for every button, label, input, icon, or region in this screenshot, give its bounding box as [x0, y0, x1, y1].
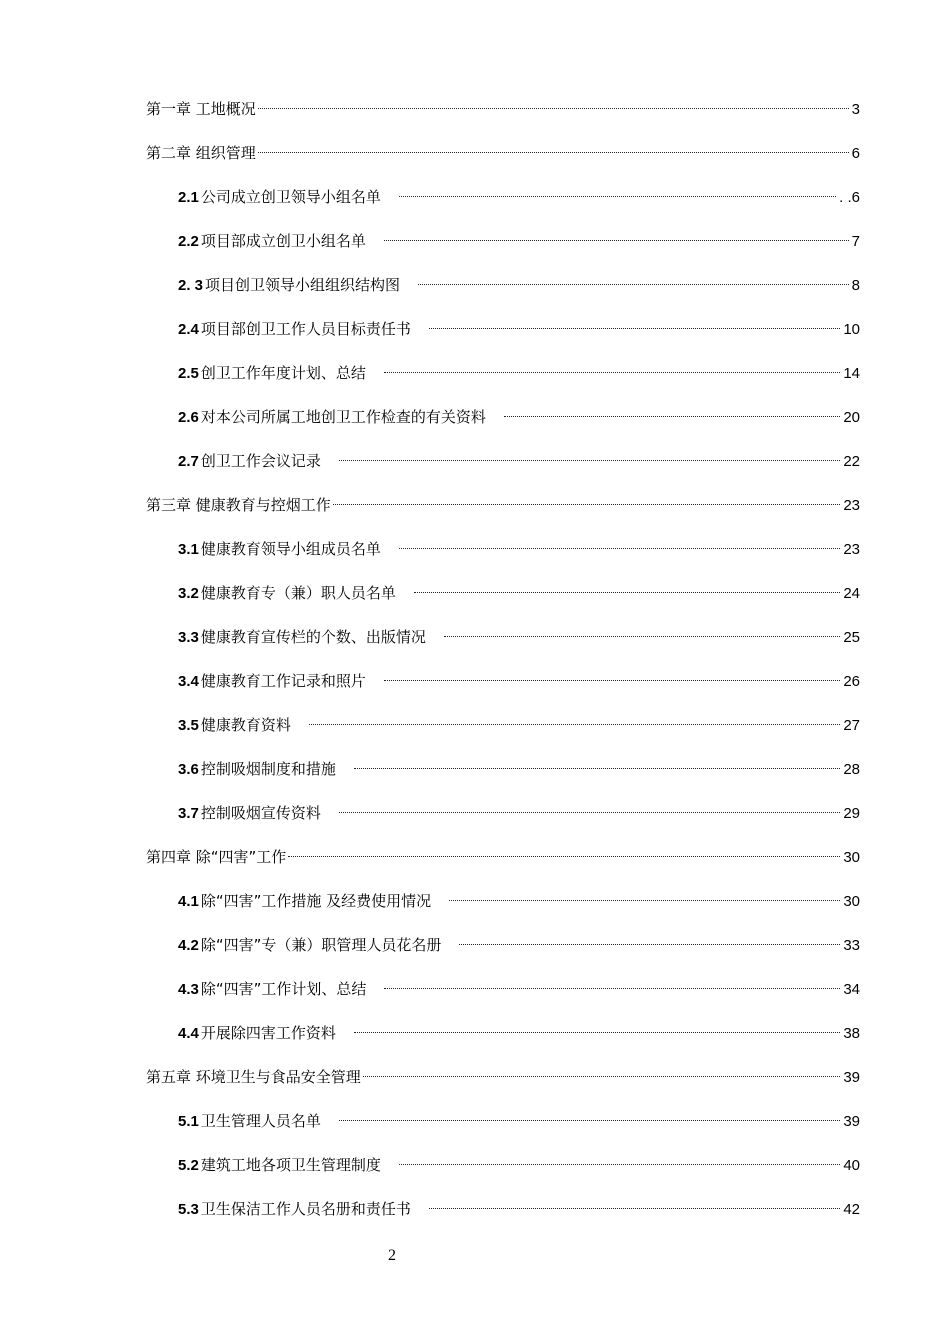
toc-chapter-entry[interactable]: [146, 98, 860, 120]
toc-section-entry[interactable]: [178, 978, 860, 1000]
toc-entry-page: 38: [843, 1025, 860, 1042]
toc-entry-title: 第四章 除“四害”工作: [146, 848, 287, 866]
toc-entry-number: 4.3: [178, 981, 199, 998]
toc-dot-leader: [384, 240, 849, 241]
toc-entry-title: 第二章 组织管理: [146, 144, 256, 162]
toc-dot-leader: [399, 1164, 840, 1165]
toc-entry-title: 公司成立创卫领导小组名单: [200, 188, 381, 206]
toc-entry-title: 建筑工地各项卫生管理制度: [200, 1156, 381, 1174]
toc-section-entry[interactable]: [178, 1154, 860, 1176]
toc-dot-leader: [288, 856, 840, 857]
toc-section-entry[interactable]: [178, 802, 860, 824]
toc-entry-title: 健康教育专（兼）职人员名单: [200, 584, 396, 602]
toc-entry-title: 开展除四害工作资料: [200, 1024, 336, 1042]
toc-dot-leader: [384, 372, 840, 373]
toc-dot-leader: [354, 1032, 840, 1033]
toc-entry-title: 项目部创卫工作人员目标责任书: [200, 320, 411, 338]
toc-entry-number: 2.4: [178, 321, 199, 338]
toc-entry-number: 3.7: [178, 805, 199, 822]
page-number: 2: [388, 1247, 396, 1264]
toc-entry-page: 39: [843, 1069, 860, 1086]
toc-entry-title: 创卫工作年度计划、总结: [200, 364, 366, 382]
toc-entry-title: 控制吸烟宣传资料: [200, 804, 321, 822]
toc-dot-leader: [429, 328, 840, 329]
toc-dot-leader: [429, 1208, 840, 1209]
toc-entry-title: 项目创卫领导小组组织结构图: [205, 276, 401, 294]
toc-entry-title: 创卫工作会议记录: [200, 452, 321, 470]
toc-entry-page: 24: [843, 585, 860, 602]
toc-dot-leader: [258, 152, 849, 153]
toc-entry-page: 40: [843, 1157, 860, 1174]
toc-entry-page: 30: [843, 849, 860, 866]
toc-section-entry[interactable]: [178, 758, 860, 780]
toc-entry-title: 健康教育工作记录和照片: [200, 672, 366, 690]
toc-section-entry[interactable]: [178, 1022, 860, 1044]
toc-entry-number: 2. 3: [178, 277, 204, 294]
toc-entry-page: 23: [843, 497, 860, 514]
toc-entry-page: 23: [843, 541, 860, 558]
toc-entry-number: 3.1: [178, 541, 199, 558]
toc-entry-title: 健康教育资料: [200, 716, 291, 734]
toc-dot-leader: [384, 988, 840, 989]
toc-entry-title: 项目部成立创卫小组名单: [200, 232, 366, 250]
toc-entry-page: . .6: [839, 189, 860, 206]
toc-entry-title: 卫生管理人员名单: [200, 1112, 321, 1130]
toc-section-entry[interactable]: [178, 1198, 860, 1220]
toc-dot-leader: [459, 944, 840, 945]
toc-entry-title: 卫生保洁工作人员名册和责任书: [200, 1200, 411, 1218]
toc-entry-number: 2.6: [178, 409, 199, 426]
toc-entry-number: 5.2: [178, 1157, 199, 1174]
toc-section-entry[interactable]: [178, 714, 860, 736]
toc-section-entry[interactable]: [178, 362, 860, 384]
toc-entry-number: 4.4: [178, 1025, 199, 1042]
toc-entry-title: 除“四害”专（兼）职管理人员花名册: [200, 936, 442, 954]
toc-section-entry[interactable]: [178, 582, 860, 604]
toc-section-entry[interactable]: [178, 538, 860, 560]
toc-entry-page: 29: [843, 805, 860, 822]
toc-entry-number: 4.2: [178, 937, 199, 954]
toc-chapter-entry[interactable]: [146, 846, 860, 868]
toc-section-entry[interactable]: [178, 670, 860, 692]
toc-entry-number: 3.2: [178, 585, 199, 602]
toc-dot-leader: [399, 548, 840, 549]
toc-entry-title: 控制吸烟制度和措施: [200, 760, 336, 778]
toc-dot-leader: [339, 812, 840, 813]
toc-section-entry[interactable]: [178, 626, 860, 648]
toc-dot-leader: [354, 768, 840, 769]
toc-entry-title: 第五章 环境卫生与食品安全管理: [146, 1068, 361, 1086]
toc-entry-number: 5.3: [178, 1201, 199, 1218]
toc-entry-number: 3.5: [178, 717, 199, 734]
toc-dot-leader: [414, 592, 840, 593]
toc-entry-page: 42: [843, 1201, 860, 1218]
toc-entry-page: 33: [843, 937, 860, 954]
toc-entry-number: 2.1: [178, 189, 199, 206]
toc-chapter-entry[interactable]: [146, 1066, 860, 1088]
toc-dot-leader: [258, 108, 849, 109]
toc-dot-leader: [418, 284, 849, 285]
toc-section-entry[interactable]: [178, 1110, 860, 1132]
toc-entry-number: 3.6: [178, 761, 199, 778]
toc-entry-title: 健康教育领导小组成员名单: [200, 540, 381, 558]
toc-entry-number: 3.4: [178, 673, 199, 690]
toc-dot-leader: [309, 724, 840, 725]
toc-entry-number: 3.3: [178, 629, 199, 646]
toc-section-entry[interactable]: [178, 318, 860, 340]
toc-entry-page: 22: [843, 453, 860, 470]
toc-dot-leader: [399, 196, 836, 197]
toc-entry-page: 3: [851, 101, 860, 118]
toc-entry-title: 第三章 健康教育与控烟工作: [146, 496, 331, 514]
toc-entry-number: 2.2: [178, 233, 199, 250]
toc-entry-number: 2.7: [178, 453, 199, 470]
toc-dot-leader: [363, 1076, 841, 1077]
toc-entry-title: 对本公司所属工地创卫工作检查的有关资料: [200, 408, 486, 426]
toc-entry-page: 34: [843, 981, 860, 998]
toc-dot-leader: [449, 900, 840, 901]
toc-section-entry[interactable]: [178, 934, 860, 956]
toc-entry-page: 7: [851, 233, 860, 250]
toc-entry-page: 27: [843, 717, 860, 734]
toc-dot-leader: [504, 416, 840, 417]
toc-entry-number: 5.1: [178, 1113, 199, 1130]
toc-section-entry[interactable]: [178, 230, 860, 252]
toc-entry-page: 20: [843, 409, 860, 426]
toc-chapter-entry[interactable]: [146, 494, 860, 516]
toc-entry-number: 2.5: [178, 365, 199, 382]
toc-chapter-entry[interactable]: [146, 142, 860, 164]
toc-section-entry[interactable]: [178, 274, 860, 296]
toc-entry-page: 10: [843, 321, 860, 338]
toc-entry-page: 25: [843, 629, 860, 646]
toc-dot-leader: [444, 636, 840, 637]
toc-section-entry[interactable]: [178, 890, 860, 912]
toc-entry-page: 39: [843, 1113, 860, 1130]
toc-dot-leader: [339, 1120, 840, 1121]
toc-entry-title: 除“四害”工作措施 及经费使用情况: [200, 892, 432, 910]
toc-entry-title: 第一章 工地概况: [146, 100, 256, 118]
toc-dot-leader: [384, 680, 840, 681]
toc-dot-leader: [339, 460, 840, 461]
toc-section-entry[interactable]: [178, 450, 860, 472]
toc-dot-leader: [333, 504, 841, 505]
toc-section-entry[interactable]: [178, 186, 860, 208]
toc-entry-title: 健康教育宣传栏的个数、出版情况: [200, 628, 426, 646]
toc-entry-page: 30: [843, 893, 860, 910]
toc-entry-page: 26: [843, 673, 860, 690]
toc-section-entry[interactable]: [178, 406, 860, 428]
toc-entry-page: 8: [851, 277, 860, 294]
toc-entry-title: 除“四害”工作计划、总结: [200, 980, 367, 998]
toc-entry-page: 28: [843, 761, 860, 778]
toc-entry-number: 4.1: [178, 893, 199, 910]
toc-entry-page: 14: [843, 365, 860, 382]
toc-entry-page: 6: [851, 145, 860, 162]
